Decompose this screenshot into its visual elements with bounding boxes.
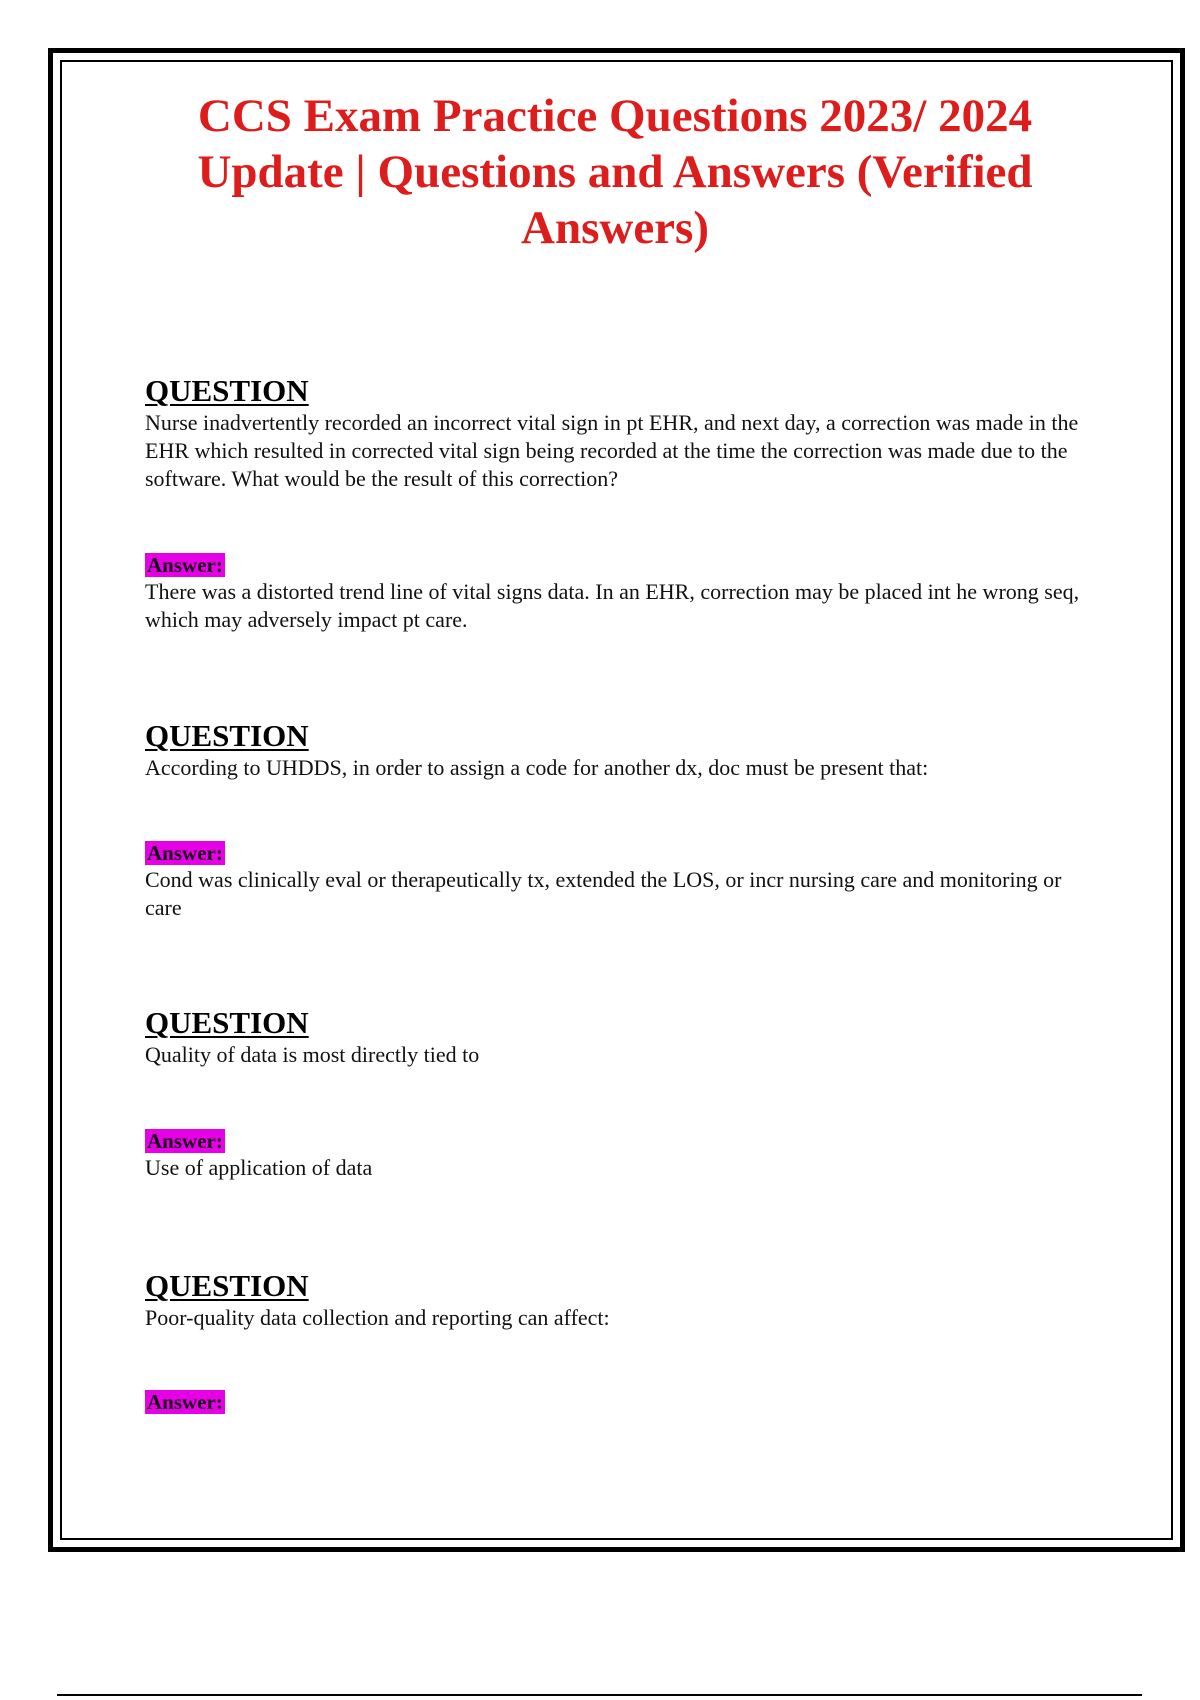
question-text: Quality of data is most directly tied to xyxy=(145,1042,480,1067)
answer-label: Answer: xyxy=(147,841,223,865)
qa-item-1 xyxy=(145,375,1085,493)
question-heading: QUESTION xyxy=(145,718,309,753)
answer-label: Answer: xyxy=(147,1129,223,1153)
answer-text: There was a distorted trend line of vital signs data. In an EHR, correction may be placed int he wrong seq, which may adversely impact pt care. xyxy=(145,579,1080,632)
answer-label: Answer: xyxy=(147,1390,223,1414)
answer-block-1 xyxy=(145,553,1085,634)
qa-item-3 xyxy=(145,1007,1085,1069)
answer-text: Use of application of data xyxy=(145,1155,373,1180)
answer-block-3 xyxy=(145,1129,1085,1182)
question-heading: QUESTION xyxy=(145,1268,309,1303)
answer-text: Cond was clinically eval or therapeutically tx, extended the LOS, or incr nursing care and monitoring or care xyxy=(145,867,1062,920)
answer-label: Answer: xyxy=(147,553,223,577)
answer-block-2 xyxy=(145,841,1085,922)
question-heading: QUESTION xyxy=(145,1005,309,1040)
question-heading: QUESTION xyxy=(145,373,309,408)
document-title: CCS Exam Practice Questions 2023/ 2024 Update | Questions and Answers (Verified Answers) xyxy=(197,90,1033,254)
answer-block-4 xyxy=(145,1390,1085,1415)
qa-item-4 xyxy=(145,1270,1085,1332)
qa-item-2 xyxy=(145,720,1085,782)
question-text: According to UHDDS, in order to assign a code for another dx, doc must be present that: xyxy=(145,755,929,780)
page-bottom-rule xyxy=(57,1694,1142,1696)
question-text: Nurse inadvertently recorded an incorrect vital sign in pt EHR, and next day, a correction was made in the EHR which resulted in corrected vital sign being recorded at the time the correction was made due to the software. What would be the result of this correction? xyxy=(145,410,1079,491)
question-text: Poor-quality data collection and reporting can affect: xyxy=(145,1305,610,1330)
